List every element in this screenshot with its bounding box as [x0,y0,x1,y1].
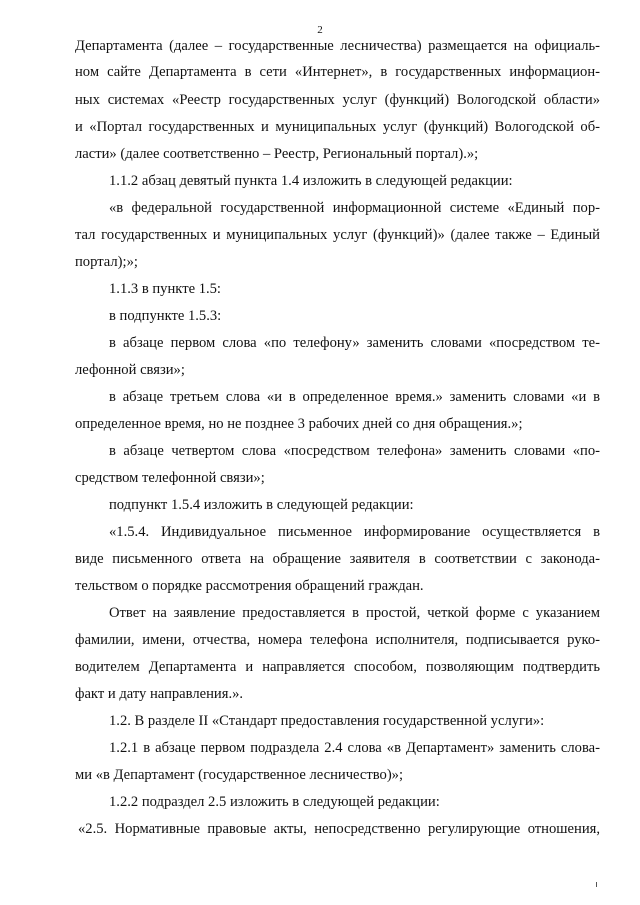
text-line: ных системах «Реестр государственных услуг (функций) Вологодской области» [75,92,600,108]
text-line: «в федеральной государственной информационной системе «Единый пор- [109,200,600,216]
text-line: «1.5.4. Индивидуальное письменное информирование осуществляется в [109,524,600,540]
text-line: 1.1.3 в пункте 1.5: [109,281,221,297]
text-line: тельством о порядке рассмотрения обращений граждан. [75,578,424,594]
text-line: в подпункте 1.5.3: [109,308,222,324]
text-line: факт и дату направления.». [75,686,244,702]
text-line: средством телефонной связи»; [75,470,265,486]
text-line: в абзаце четвертом слова «посредством телефона» заменить словами «по- [109,443,600,459]
text-line: «2.5. Нормативные правовые акты, непосредственно регулирующие отношения, [78,821,600,837]
text-line: определенное время, но не позднее 3 рабочих дней со дня обращения.»; [75,416,523,432]
text-line: подпункт 1.5.4 изложить в следующей редакции: [109,497,414,513]
text-line: и «Портал государственных и муниципальных услуг (функций) Вологодской об- [75,119,600,135]
text-line: водителем Департамента и направляется способом, позволяющим подтвердить [75,659,600,675]
text-line: ми «в Департамент (государственное лесничество)»; [75,767,404,783]
text-line: ном сайте Департамента в сети «Интернет», в государственных информацион- [75,64,600,80]
text-line: ласти» (далее соответственно – Реестр, Региональный портал).»; [75,146,479,162]
text-line: виде письменного ответа на обращение заявителя в соответствии с законода- [75,551,600,567]
text-line: Департамента (далее – государственные лесничества) размещается на официаль- [75,38,600,54]
text-line: Ответ на заявление предоставляется в простой, четкой форме с указанием [109,605,600,621]
text-line: в абзаце третьем слова «и в определенное время.» заменить словами «и в [109,389,600,405]
text-line: лефонной связи»; [75,362,185,378]
text-line: 1.2.1 в абзаце первом подраздела 2.4 слова «в Департамент» заменить слова- [109,740,600,756]
text-line: тал государственных и муниципальных услуг (функций)» (далее также – Единый [75,227,600,243]
text-line: 1.2.2 подраздел 2.5 изложить в следующей редакции: [109,794,440,810]
text-line: портал);»; [75,254,138,270]
scan-mark [596,882,597,887]
page-number: 2 [317,24,323,36]
text-line: 1.1.2 абзац девятый пункта 1.4 изложить в следующей редакции: [109,173,513,189]
text-line: в абзаце первом слова «по телефону» заменить словами «посредством те- [109,335,600,351]
text-line: 1.2. В разделе II «Стандарт предоставления государственной услуги»: [109,713,545,729]
text-line: фамилии, имени, отчества, номера телефона исполнителя, подписывается руко- [75,632,600,648]
